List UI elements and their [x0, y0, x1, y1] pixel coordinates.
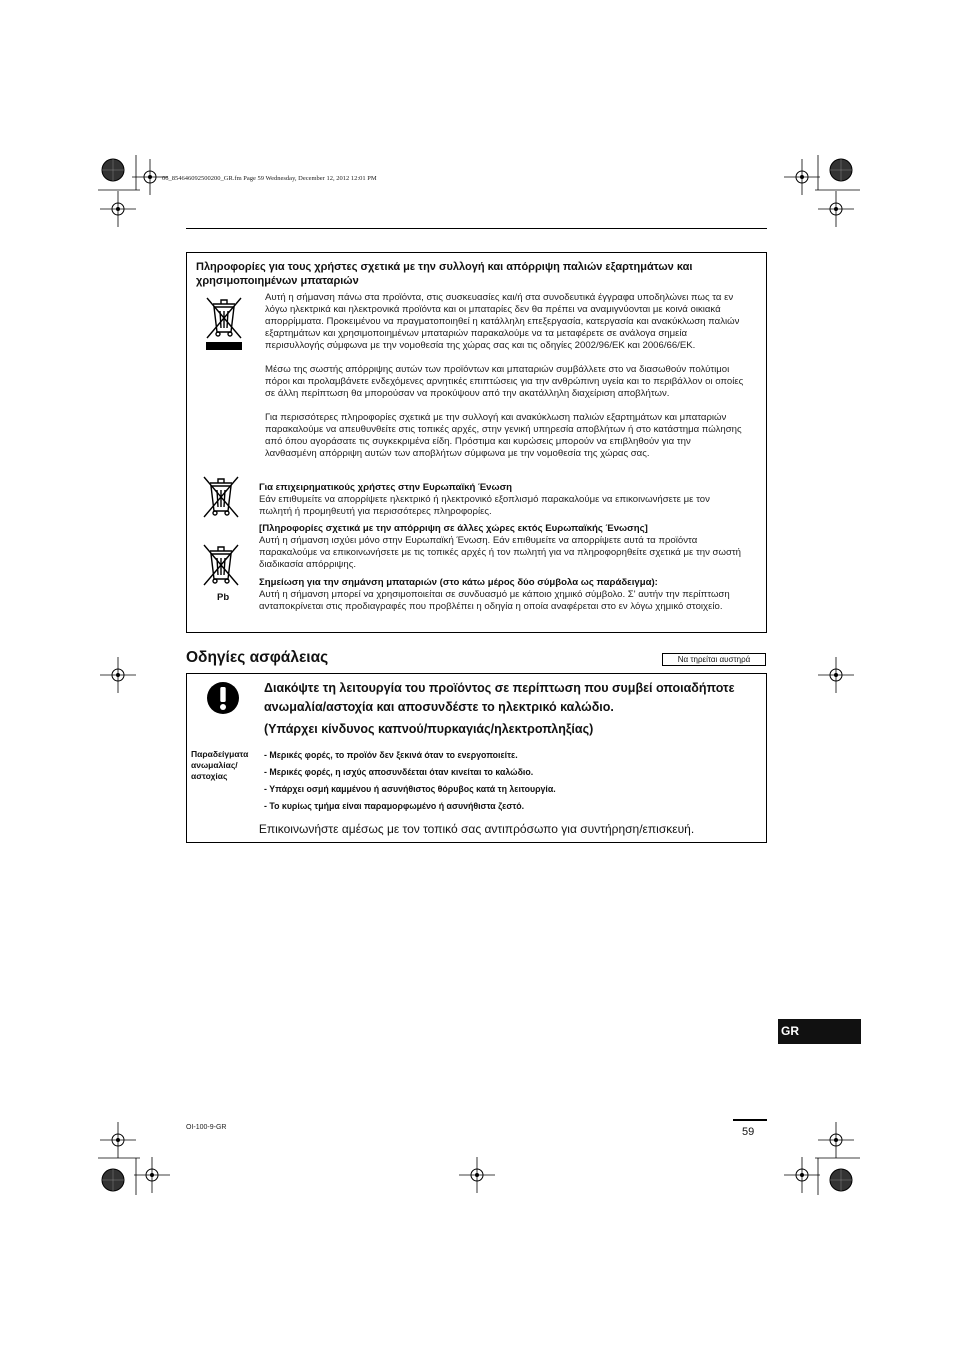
list-item: - Μερικές φορές, το προϊόν δεν ξεκινά όταν το ενεργοποιείτε. — [264, 750, 518, 760]
list-item: - Υπάρχει οσμή καμμένου ή ασυνήθιστος θόρυβος κατά τη λειτουργία. — [264, 784, 556, 794]
examples-label: Παραδείγματα ανωμαλίας/ αστοχίας — [191, 749, 249, 781]
business-users-text: Εάν επιθυμείτε να απορρίψετε ηλεκτρικό ή ηλεκτρονικό εξοπλισμό παρακαλούμε να επικοινωνήσετε με τον πωλητή ή προμηθευτή για περισσότερες πληροφορίες. — [259, 494, 710, 517]
outside-eu-heading: [Πληροφορίες σχετικά με την απόρριψη σε άλλες χώρες εκτός Ευρωπαϊκής Ένωσης] — [259, 523, 648, 534]
exclamation-icon — [206, 681, 240, 720]
hazard-text: (Υπάρχει κίνδυνος καπνού/πυρκαγιάς/ηλεκτροπληξίας) — [264, 722, 594, 736]
document-code: OI-100-9-GR — [186, 1124, 227, 1131]
business-users-heading: Για επιχειρηματικούς χρήστες στην Ευρωπαϊκή Ένωση — [259, 482, 513, 493]
weee-bin-icon-business — [201, 475, 241, 526]
battery-bin-icon — [201, 543, 241, 596]
disposal-para-3: Για περισσότερες πληροφορίες σχετικά με την συλλογή και ανακύκλωση παλιών εξαρτημάτων και μπαταριών παρακαλούμε να απευθυνθείτε στις τοπικές αρχές, στην γενική υπηρεσία αποβλήτων ή στο κατάστημα πώλησης από όπου αγοράσατε τις συγκεκριμένα είδη. Πρόστιμα και κυρώσεις μπορούν να επιβληθούν για την λανθασμένη απόρριψη αυτών των αποβλήτων σύμφωνα με την νομοθεσία της χώρας σας. — [265, 412, 742, 459]
list-item: - Μερικές φορές, η ισχύς αποσυνδέεται όταν κινείται το καλώδιο. — [264, 767, 534, 777]
disposal-para-2: Μέσω της σωστής απόρριψης αυτών των προϊόντων και μπαταριών συμβάλλετε στο να διασωθούν πολύτιμοι πόροι και προλαμβάνετε ενδεχόμενες αρνητικές επιπτώσεις για την ανθρώπινη υγεία και το περιβάλλον οι οποίες σε άλλη περίπτωση θα μπορούσαν να προκύψουν από την ακατάλληλη διαχείριση αποβλήτων. — [265, 364, 744, 399]
warning-main-text: Διακόψτε τη λειτουργία του προϊόντος σε περίπτωση που συμβεί οποιαδήποτε ανωμαλία/αστοχία και αποσυνδέστε το ηλεκτρικό καλώδιο. — [264, 681, 735, 714]
contact-dealer-text: Επικοινωνήστε αμέσως με τον τοπικό σας αντιπρόσωπο για συντήρηση/επισκευή. — [258, 822, 695, 836]
disposal-info-box — [186, 252, 767, 633]
list-item: - Το κυρίως τμήμα είναι παραμορφωμένο ή ασυνήθιστα ζεστό. — [264, 801, 525, 811]
outside-eu-text: Αυτή η σήμανση ισχύει μόνο στην Ευρωπαϊκή Ένωση. Εάν επιθυμείτε να απορρίψετε αυτά τα προϊόντα παρακαλούμε να επικοινωνήσετε με τις τοπικές αρχές ή τον πωλητή για να πληροφορηθείτε σχετικά με την σωστή διαδικασία απόρριψης. — [259, 535, 741, 570]
must-observe-badge: Να τηρείται αυστηρά — [662, 653, 766, 666]
weee-bin-icon — [204, 294, 244, 357]
battery-note-heading: Σημείωση για την σημάνση μπαταριών (στο κάτω μέρος δύο σύμβολα ως παράδειγμα): — [259, 577, 658, 588]
print-header: 06_854646092500200_GR.fm Page 59 Wednesday, December 12, 2012 12:01 PM — [162, 175, 377, 182]
battery-chemical-symbol: Pb — [217, 592, 230, 603]
disposal-para-1: Αυτή η σήμανση πάνω στα προϊόντα, στις συσκευασίες και/ή στα συνοδευτικά έγγραφα υποδηλώνει πως τα εν λόγω ηλεκτρικά και ηλεκτρονικά προϊόντα και οι μπαταρίες δεν θα πρέπει να αναμιγνύονται με κοινά οικιακά απορρίμματα. Προκειμένου να πραγματοποιηθεί η κατάλληλη επεξεργασία, κατεργασία και ανακύκλωση παλιών εξαρτημάτων και χρησιμοποιημένων μπαταριών παρακαλούμε να τα μεταφέρετε σε ανάλογα σημεία περισυλλογής σύμφωνα με την νομοθεσία της χώρας σας και τις οδηγίες 2002/96/ΕΚ και 2006/66/ΕΚ. — [265, 292, 740, 351]
disposal-info-title: Πληροφορίες για τους χρήστες σχετικά με την συλλογή και απόρριψη παλιών εξαρτημάτων και χρησιμοποιημένων μπαταριών — [196, 261, 693, 287]
safety-warning-box — [186, 673, 767, 843]
page-number: 59 — [742, 1126, 755, 1138]
language-tab: GR — [778, 1019, 861, 1044]
battery-note-text: Αυτή η σήμανση μπορεί να χρησιμοποιείται σε συνδυασμό με κάποιο χημικό σύμβολο. Σ' αυτήν την περίπτωση ανταποκρίνεται στις προδιαγραφές που προβλέπει η οδηγία η οποία αναφέρεται στο εν λόγω χημικό στοιχείο. — [259, 589, 730, 612]
page-number-rule — [733, 1119, 767, 1121]
top-rule — [186, 228, 767, 229]
safety-title: Οδηγίες ασφάλειας — [186, 649, 329, 666]
